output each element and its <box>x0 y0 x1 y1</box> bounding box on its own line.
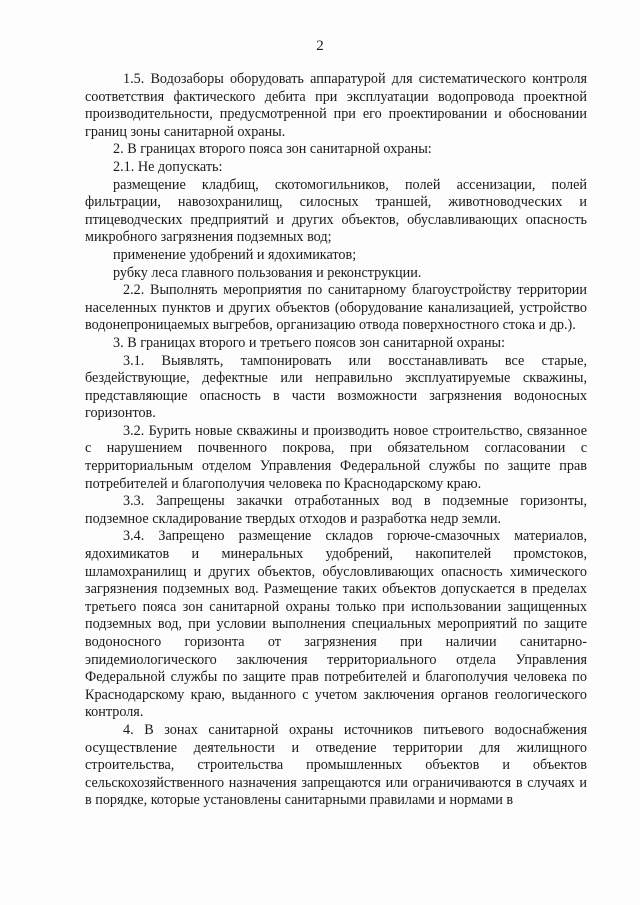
paragraph-3: 3. В границах второго и третьего поясов зон санитарной охраны: <box>113 334 506 351</box>
paragraph-3-4: 3.4. Запрещено размещение складов горюче-смазочных материалов, ядохимикатов и минеральных удобрений, накопителей промстоков, шламохранилищ и других объектов, обусловливающих опасность химического загрязнения подземных вод. Размещение таких объектов допускается в пределах третьего пояса зон санитарной охраны только при использовании защищенных подземных вод, при условии выполнения специальных мероприятий по защите водоносного горизонта от загрязнения при наличии санитарно-эпидемиологического заключения территориального отдела Управления Федеральной службы по защите прав потребителей и благополучия человека по Краснодарскому краю, выданного с учетом заключения органов геологического контроля. <box>85 528 587 721</box>
document-body <box>85 71 587 810</box>
paragraph-2-1-item-2: применение удобрений и ядохимикатов; <box>113 246 357 263</box>
page-number: 2 <box>316 38 324 54</box>
paragraph-3-3: 3.3. Запрещены закачки отработанных вод в подземные горизонты, подземное складирование твердых отходов и разработка недр земли. <box>85 493 587 527</box>
paragraph-1-5: 1.5. Водозаборы оборудовать аппаратурой для систематического контроля соответствия фактического дебита при эксплуатации водопровода проектной производительности, предусмотренной при его проектировании и обосновании границ зоны санитарной охраны. <box>85 71 587 140</box>
paragraph-4: 4. В зонах санитарной охраны источников питьевого водоснабжения осуществление деятельности и отведение территории для жилищного строительства, строительства промышленных объектов и объектов сельскохозяйственного назначения запрещаются или ограничиваются в случаях и в порядке, которые установлены санитарными правилами и нормами в <box>85 721 587 809</box>
paragraph-2: 2. В границах второго пояса зон санитарной охраны: <box>113 141 432 158</box>
paragraph-2-1: 2.1. Не допускать: <box>113 158 223 175</box>
paragraph-2-1-item-1: размещение кладбищ, скотомогильников, полей ассенизации, полей фильтрации, навозохранилищ, силосных траншей, животноводческих и птицеводческих предприятий и других объектов, обуславливающих опасность микробного загрязнения подземных вод; <box>85 176 587 246</box>
paragraph-2-1-item-3: рубку леса главного пользования и реконструкции. <box>113 264 422 281</box>
paragraph-2-2: 2.2. Выполнять мероприятия по санитарному благоустройству территории населенных пунктов и других объектов (оборудование канализацией, устройство водонепроницаемых выгребов, организацию отвода поверхностного стока и др.). <box>85 282 587 334</box>
paragraph-3-2: 3.2. Бурить новые скважины и производить новое строительство, связанное с нарушением почвенного покрова, при обязательном согласовании с территориальным отделом Управления Федеральной службы по защите прав потребителей и благополучия человека по Краснодарскому краю. <box>85 422 587 492</box>
paragraph-3-1: 3.1. Выявлять, тампонировать или восстанавливать все старые, бездействующие, дефектные или неправильно эксплуатируемые скважины, представляющие опасность в части возможности загрязнения водоносных горизонтов. <box>85 352 587 422</box>
